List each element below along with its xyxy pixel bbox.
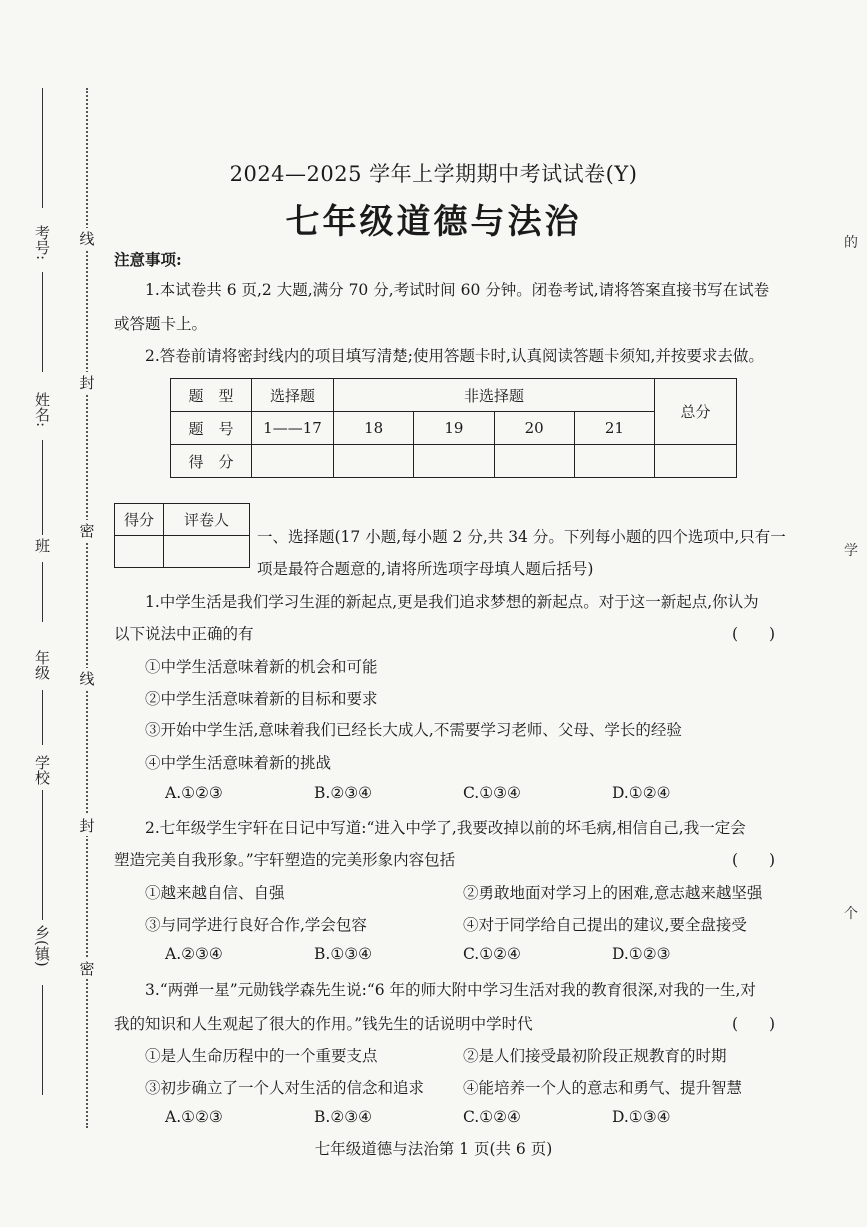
q1-statement-3: ③开始中学生活,意味着我们已经长大成人,不需要学习老师、父母、学长的经验 <box>145 721 682 739</box>
edge-char: 学 <box>844 543 858 559</box>
notes-item2: 2.答卷前请将密封线内的项目填写清楚;使用答题卡时,认真阅读答题卡须知,并按要求去做。 <box>145 347 764 365</box>
total-score-cell[interactable] <box>655 445 737 478</box>
q3-statement-2: ②是人们接受最初阶段正规教育的时期 <box>463 1047 727 1065</box>
q2-option-d: D.①②③ <box>612 945 671 963</box>
seal-char: 封 <box>79 374 95 392</box>
score-cell[interactable] <box>494 445 574 478</box>
name-line <box>42 272 43 372</box>
choice-header: 选择题 <box>252 379 334 412</box>
q3-statement-4: ④能培养一个人的意志和勇气、提升智慧 <box>463 1079 743 1097</box>
edge-char: 个 <box>844 906 858 922</box>
question-no: 20 <box>494 412 574 445</box>
q2-option-b: B.①③④ <box>314 945 373 963</box>
non-choice-header: 非选择题 <box>334 379 655 412</box>
q2-stem-line1: 2.七年级学生宇轩在日记中写道:“进入中学了,我要改掉以前的坏毛病,相信自己,我一定会 <box>145 819 746 837</box>
q1-option-c: C.①③④ <box>463 784 521 802</box>
question-no: 18 <box>334 412 414 445</box>
q2-statement-1: ①越来越自信、自强 <box>145 884 285 902</box>
row-type-label: 题 型 <box>171 379 252 412</box>
exam-no-line <box>42 88 43 208</box>
seal-char: 密 <box>79 522 95 540</box>
exam-title-line1: 2024—2025 学年上学期期中考试试卷(Y) <box>229 162 638 186</box>
page-footer: 七年级道德与法治第 1 页(共 6 页) <box>314 1140 553 1158</box>
q1-answer-bracket[interactable]: ( ) <box>732 625 776 643</box>
question-range: 1——17 <box>252 412 334 445</box>
school-line <box>42 690 43 745</box>
total-header: 总分 <box>655 379 737 445</box>
q3-option-a: A.①②③ <box>165 1108 223 1126</box>
q1-option-a: A.①②③ <box>165 784 223 802</box>
q3-option-c: C.①②④ <box>463 1108 521 1126</box>
grader-score-label: 得分 <box>115 504 164 536</box>
score-cell[interactable] <box>574 445 654 478</box>
question-no: 19 <box>414 412 494 445</box>
q3-statement-3: ③初步确立了一个人对生活的信念和追求 <box>145 1079 425 1097</box>
section1-heading-line1: 一、选择题(17 小题,每小题 2 分,共 34 分。下列每小题的四个选项中,只有一 <box>257 528 786 546</box>
q2-answer-bracket[interactable]: ( ) <box>732 851 776 869</box>
score-table <box>170 378 737 478</box>
row-no-label: 题 号 <box>171 412 252 445</box>
q1-statement-1: ①中学生活意味着新的机会和可能 <box>145 658 378 676</box>
grader-name-cell[interactable] <box>164 536 250 568</box>
score-cell[interactable] <box>414 445 494 478</box>
class-label: 班 <box>33 538 51 553</box>
q3-stem-line2: 我的知识和人生观起了很大的作用。”钱先生的话说明中学时代 <box>114 1015 533 1033</box>
exam-no-label: 考号: <box>33 225 51 261</box>
q2-statement-2: ②勇敢地面对学习上的困难,意志越来越坚强 <box>463 884 763 902</box>
q3-answer-bracket[interactable]: ( ) <box>732 1015 776 1033</box>
school-label: 学校 <box>33 755 51 785</box>
question-no: 21 <box>574 412 654 445</box>
notes-item1-line2: 或答题卡上。 <box>114 315 208 333</box>
q1-stem-line2: 以下说法中正确的有 <box>114 625 254 643</box>
edge-char: 的 <box>844 235 858 251</box>
q3-statement-1: ①是人生命历程中的一个重要支点 <box>145 1047 378 1065</box>
seal-char: 线 <box>79 230 95 248</box>
q1-stem-line1: 1.中学生活是我们学习生涯的新起点,更是我们追求梦想的新起点。对于这一新起点,你认为 <box>145 593 759 611</box>
q3-stem-line1: 3.“两弹一星”元勋钱学森先生说:“6 年的师大附中学习生活对我的教育很深,对我的一生,对 <box>145 981 756 999</box>
class-line <box>42 440 43 535</box>
q2-option-c: C.①②④ <box>463 945 521 963</box>
notes-item1-line1: 1.本试卷共 6 页,2 大题,满分 70 分,考试时间 60 分钟。闭卷考试,请将答案直接书写在试卷 <box>145 281 770 299</box>
q2-statement-4: ④对于同学给自己提出的建议,要全盘接受 <box>463 916 747 934</box>
q2-stem-line2: 塑造完美自我形象。”宇轩塑造的完美形象内容包括 <box>114 851 456 869</box>
row-score-label: 得 分 <box>171 445 252 478</box>
notes-heading: 注意事项: <box>114 250 182 269</box>
exam-subject-title: 七年级道德与法治 <box>285 202 582 242</box>
score-cell[interactable] <box>334 445 414 478</box>
grade-line <box>42 562 43 622</box>
q1-statement-4: ④中学生活意味着新的挑战 <box>145 754 332 772</box>
q1-option-b: B.②③④ <box>314 784 373 802</box>
q2-statement-3: ③与同学进行良好合作,学会包容 <box>145 916 367 934</box>
grader-label: 评卷人 <box>164 504 250 536</box>
town-line <box>42 790 43 920</box>
seal-char: 线 <box>79 670 95 688</box>
grader-score-cell[interactable] <box>115 536 164 568</box>
seal-char: 封 <box>79 817 95 835</box>
name-label: 姓名: <box>33 392 51 428</box>
q1-option-d: D.①②④ <box>612 784 671 802</box>
q3-option-b: B.②③④ <box>314 1108 373 1126</box>
score-cell[interactable] <box>252 445 334 478</box>
town-label: 乡(镇) <box>33 925 51 967</box>
town-line-2 <box>42 985 43 1095</box>
grader-table <box>114 503 250 568</box>
q1-statement-2: ②中学生活意味着新的目标和要求 <box>145 690 378 708</box>
section1-heading-line2: 项是最符合题意的,请将所选项字母填人题后括号) <box>257 560 594 578</box>
q3-option-d: D.①③④ <box>612 1108 671 1126</box>
grade-label: 年级 <box>33 650 51 680</box>
q2-option-a: A.②③④ <box>165 945 223 963</box>
seal-char: 密 <box>79 960 95 978</box>
